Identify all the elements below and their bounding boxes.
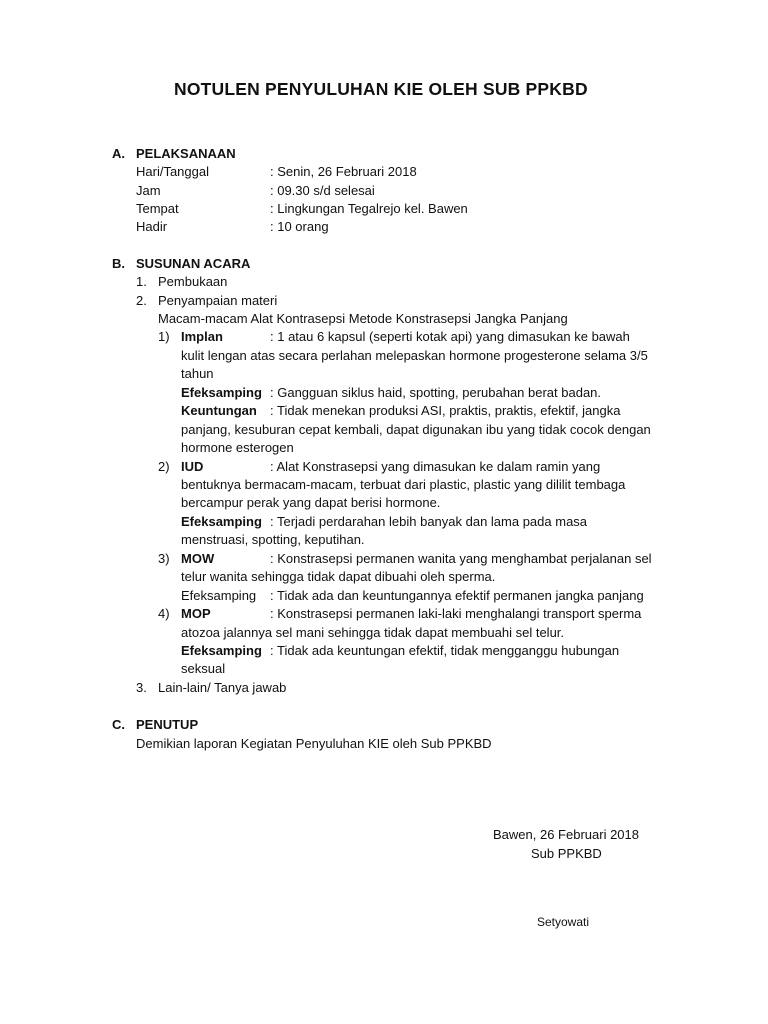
efek-text: : Terjadi perdarahan lebih banyak dan lama pada masa [270, 514, 588, 529]
method-name-mop: MOP [181, 606, 211, 621]
closing-text: Demikian laporan Kegiatan Penyuluhan KIE oleh Sub PPKBD [136, 736, 492, 751]
page-title: NOTULEN PENYULUHAN KIE OLEH SUB PPKBD [174, 79, 588, 99]
method-num-3: 3) [158, 551, 170, 566]
efek-text: : Tidak ada dan keuntungannya efektif permanen jangka panjang [270, 588, 644, 603]
materi-subtitle: Macam-macam Alat Kontrasepsi Metode Konstrasepsi Jangka Panjang [158, 311, 568, 326]
row-label-hadir: Hadir [136, 219, 168, 234]
efek-text: : Tidak ada keuntungan efektif, tidak mengganggu hubungan [270, 643, 620, 658]
row-value-hari: : Senin, 26 Februari 2018 [270, 164, 417, 179]
section-a-letter: A. [112, 146, 125, 161]
untung-text: : Tidak menekan produksi ASI, praktis, praktis, efektif, jangka [270, 403, 621, 418]
section-a-heading: PELAKSANAAN [136, 146, 236, 161]
method-num-4: 4) [158, 606, 170, 621]
method-desc-line: atozoa jalannya sel mani sehingga tidak dapat membuahi sel telur. [181, 625, 565, 640]
method-desc-line: telur wanita sehingga tidak dapat dibuahi oleh sperma. [181, 569, 496, 584]
row-value-jam: : 09.30 s/d selesai [270, 183, 375, 198]
untung-text: panjang, kesuburan cepat kembali, dapat digunakan ibu yang tidak cocok dengan [181, 422, 651, 437]
section-b-letter: B. [112, 256, 125, 271]
method-name-implan: Implan [181, 329, 223, 344]
method-desc-line: tahun [181, 366, 214, 381]
method-desc-line: : 1 atau 6 kapsul (seperti kotak api) yang dimasukan ke bawah [270, 329, 630, 344]
row-value-tempat: : Lingkungan Tegalrejo kel. Bawen [270, 201, 468, 216]
efek-label: Efeksamping [181, 588, 257, 603]
row-label-tempat: Tempat [136, 201, 179, 216]
agenda-num-2: 2. [136, 293, 147, 308]
untung-text: hormone esterogen [181, 440, 294, 455]
method-desc-line: bentuknya bermacam-macam, terbuat dari plastic, plastic yang dililit tembaga [181, 477, 626, 492]
section-c-heading: PENUTUP [136, 717, 199, 732]
method-name-mow: MOW [181, 551, 215, 566]
section-c-letter: C. [112, 717, 125, 732]
method-num-1: 1) [158, 329, 170, 344]
method-desc-line: kulit lengan atas secara perlahan melepaskan hormone progesterone selama 3/5 [181, 348, 648, 363]
method-desc-line: : Konstrasepsi permanen wanita yang menghambat perjalanan sel [270, 551, 652, 566]
row-value-hadir: : 10 orang [270, 219, 329, 234]
method-num-2: 2) [158, 459, 170, 474]
efek-label: Efeksamping [181, 643, 262, 658]
method-desc-line: : Konstrasepsi permanen laki-laki menghalangi transport sperma [270, 606, 642, 621]
efek-text: seksual [181, 661, 226, 676]
efek-text: : Gangguan siklus haid, spotting, perubahan berat badan. [270, 385, 602, 400]
signature-name: Setyowati [537, 915, 590, 929]
efek-text: menstruasi, spotting, keputihan. [181, 532, 365, 547]
agenda-text-3: Lain-lain/ Tanya jawab [158, 680, 287, 695]
method-name-iud: IUD [181, 459, 204, 474]
agenda-num-3: 3. [136, 680, 147, 695]
row-label-jam: Jam [136, 183, 161, 198]
agenda-text-2: Penyampaian materi [158, 293, 278, 308]
agenda-text-1: Pembukaan [158, 274, 228, 289]
efek-label: Efeksamping [181, 514, 262, 529]
untung-label: Keuntungan [181, 403, 257, 418]
method-desc-line: : Alat Konstrasepsi yang dimasukan ke dalam ramin yang [270, 459, 601, 474]
signature-org: Sub PPKBD [531, 846, 602, 861]
row-label-hari: Hari/Tanggal [136, 164, 209, 179]
signature-place-date: Bawen, 26 Februari 2018 [493, 827, 639, 842]
efek-label: Efeksamping [181, 385, 262, 400]
agenda-num-1: 1. [136, 274, 147, 289]
section-b-heading: SUSUNAN ACARA [136, 256, 251, 271]
method-desc-line: bercampur perak yang dapat berisi hormone. [181, 495, 441, 510]
